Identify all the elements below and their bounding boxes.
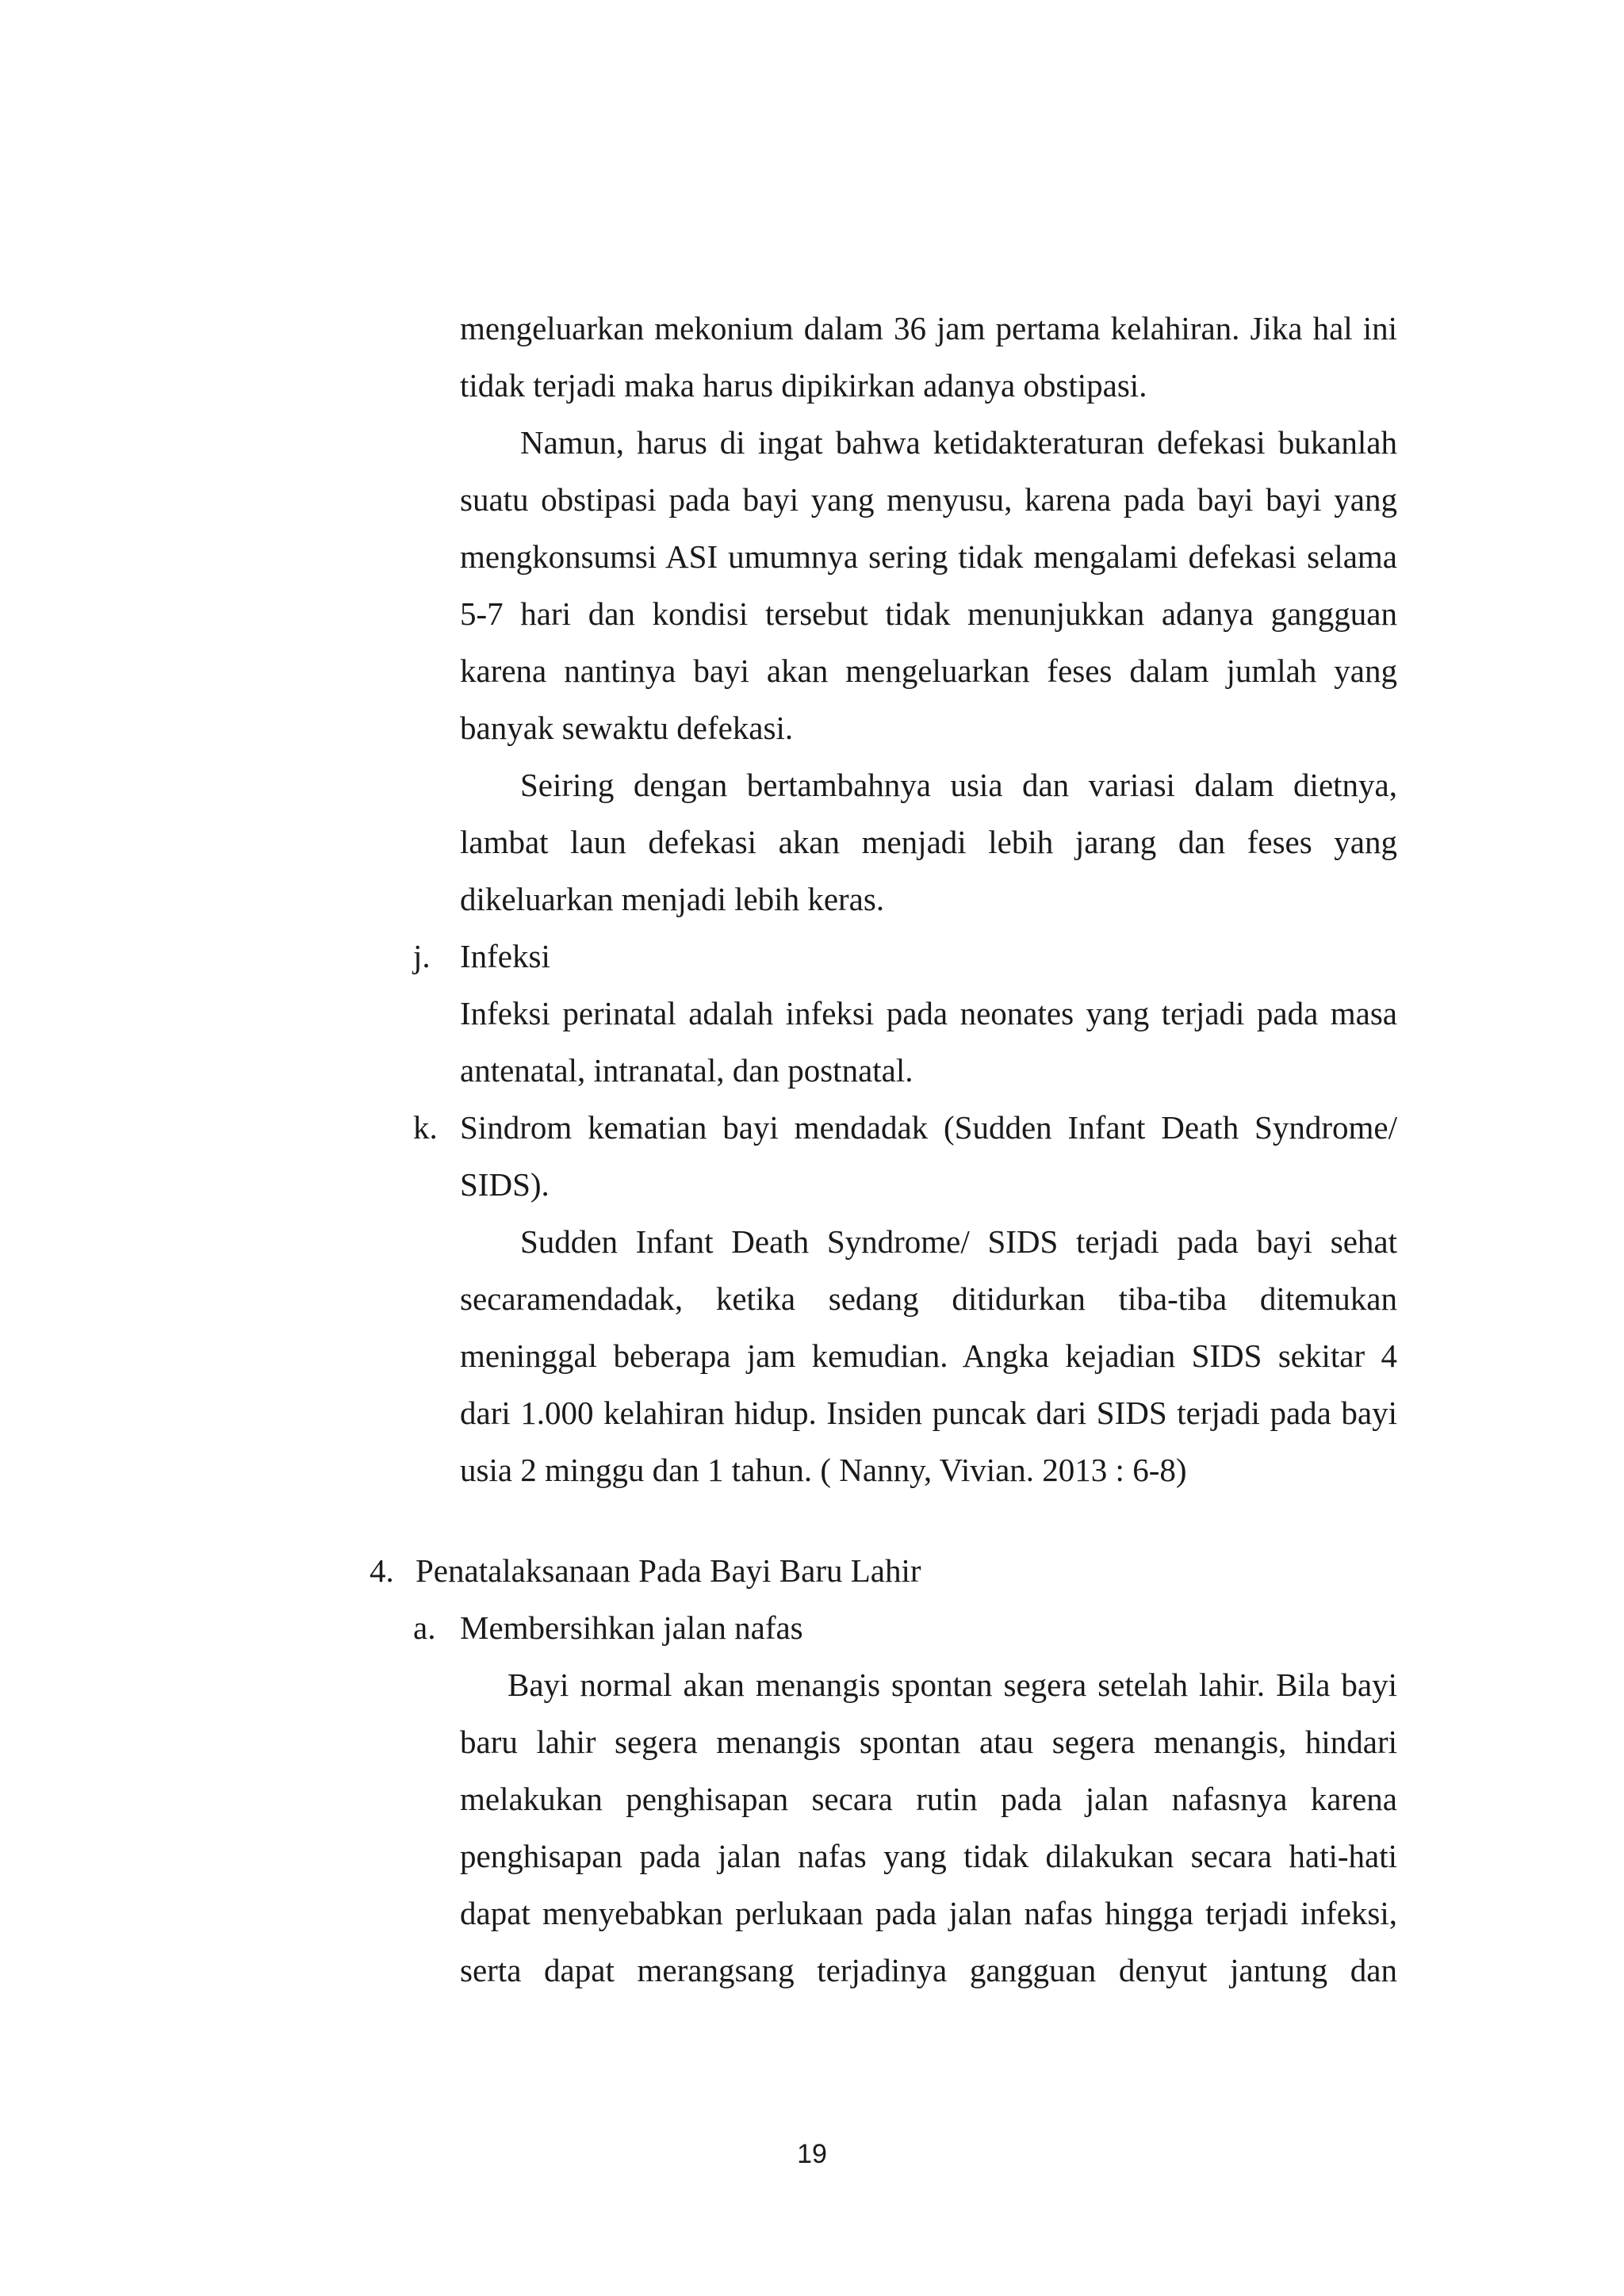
list-marker: k. [413, 1109, 438, 1146]
text-line: penghisapan pada jalan nafas yang tidak dilakukan secara hati-hati [460, 1838, 1397, 1874]
text-line: meninggal beberapa jam kemudian. Angka kejadian SIDS sekitar 4 [460, 1337, 1397, 1374]
text-line: suatu obstipasi pada bayi yang menyusu, karena pada bayi bayi yang [460, 481, 1397, 518]
list-marker: j. [413, 938, 431, 974]
page-number: 19 [797, 2139, 827, 2169]
text-line: dapat menyebabkan perlukaan pada jalan nafas hingga terjadi infeksi, [460, 1895, 1397, 1931]
text-line: antenatal, intranatal, dan postnatal. [460, 1052, 914, 1089]
text-line: Infeksi perinatal adalah infeksi pada neonates yang terjadi pada masa [460, 995, 1397, 1031]
text-line: serta dapat merangsang terjadinya gangguan denyut jantung dan [460, 1952, 1397, 1988]
text-line: mengkonsumsi ASI umumnya sering tidak mengalami defekasi selama [460, 538, 1397, 575]
list-heading: Infeksi [460, 938, 550, 974]
text-line: Sudden Infant Death Syndrome/ SIDS terjadi pada bayi sehat [520, 1223, 1397, 1260]
text-line: tidak terjadi maka harus dipikirkan adanya obstipasi. [460, 367, 1147, 404]
text-line: dikeluarkan menjadi lebih keras. [460, 881, 885, 917]
text-line: 5-7 hari dan kondisi tersebut tidak menunjukkan adanya gangguan [460, 595, 1397, 632]
text-line: lambat laun defekasi akan menjadi lebih jarang dan feses yang [460, 824, 1397, 860]
text-line: secaramendadak, ketika sedang ditidurkan tiba-tiba ditemukan [460, 1280, 1397, 1317]
text-line: Namun, harus di ingat bahwa ketidakteraturan defekasi bukanlah [520, 424, 1397, 461]
text-line: dari 1.000 kelahiran hidup. Insiden puncak dari SIDS terjadi pada bayi [460, 1395, 1397, 1431]
text-line: melakukan penghisapan secara rutin pada jalan nafasnya karena [460, 1781, 1397, 1817]
text-line: karena nantinya bayi akan mengeluarkan feses dalam jumlah yang [460, 652, 1397, 689]
list-heading: SIDS). [460, 1166, 550, 1203]
list-heading: Membersihkan jalan nafas [460, 1609, 803, 1646]
text-line: usia 2 minggu dan 1 tahun. ( Nanny, Vivian. 2013 : 6-8) [460, 1452, 1187, 1488]
text-line: baru lahir segera menangis spontan atau segera menangis, hindari [460, 1724, 1397, 1760]
text-line: Bayi normal akan menangis spontan segera setelah lahir. Bila bayi [508, 1667, 1397, 1703]
text-line: Seiring dengan bertambahnya usia dan variasi dalam dietnya, [520, 767, 1397, 803]
list-heading: Sindrom kematian bayi mendadak (Sudden Infant Death Syndrome/ [460, 1109, 1397, 1146]
section-marker: 4. [370, 1552, 394, 1589]
list-marker: a. [413, 1609, 436, 1646]
section-heading: Penatalaksanaan Pada Bayi Baru Lahir [416, 1552, 921, 1589]
text-line: mengeluarkan mekonium dalam 36 jam pertama kelahiran. Jika hal ini [460, 310, 1397, 346]
text-line: banyak sewaktu defekasi. [460, 710, 794, 746]
